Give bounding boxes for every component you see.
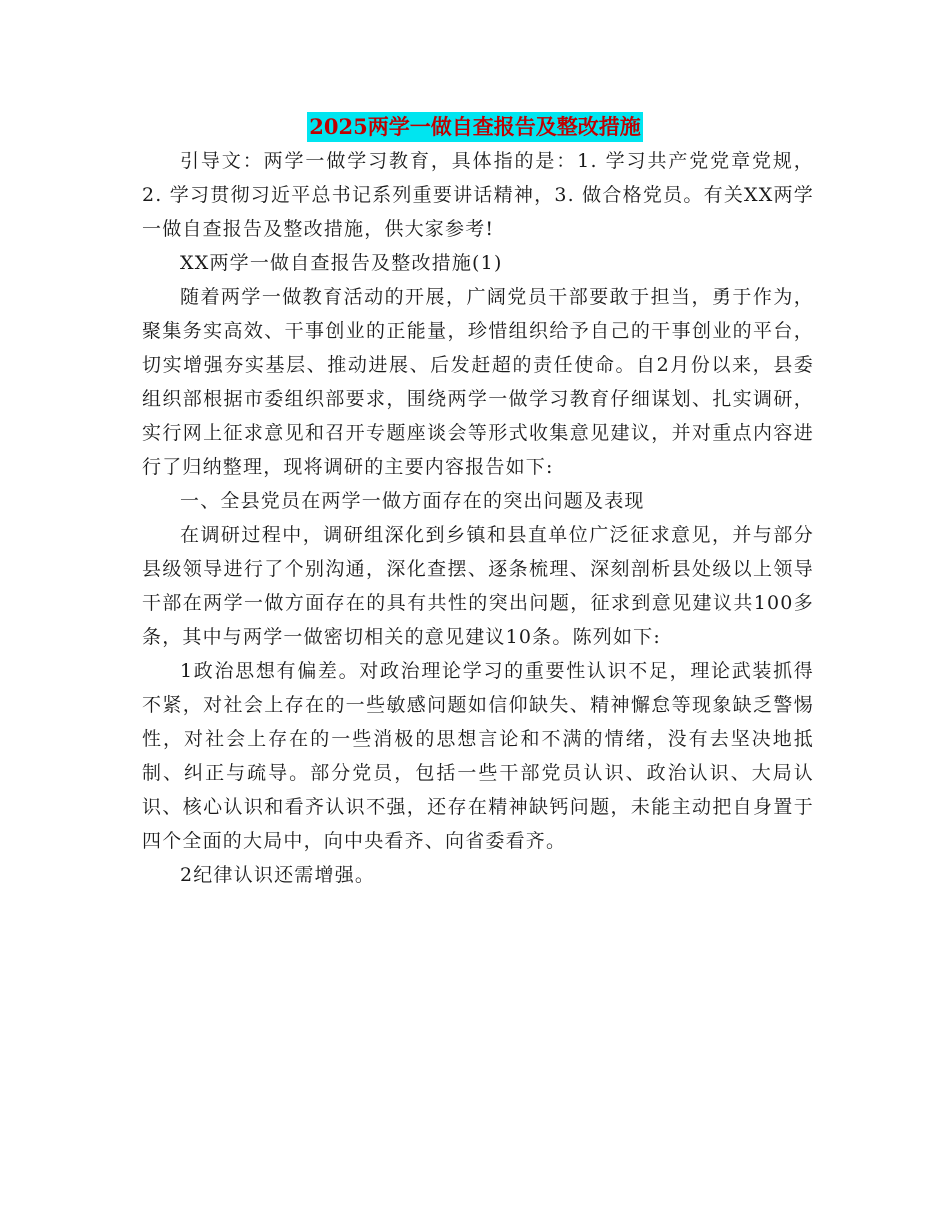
paragraph-subtitle: XX两学一做自查报告及整改措施(1) [180,252,503,274]
document-body [142,144,814,892]
section-heading-1: 一、全县党员在两学一做方面存在的突出问题及表现 [180,490,645,512]
title-container [0,112,950,142]
paragraph-research: 在调研过程中，调研组深化到乡镇和县直单位广泛征求意见，并与部分县级领导进行了个别沟通，深化查摆、逐条梳理、深刻剖析县处级以上领导干部在两学一做方面存在的具有共性的突出问题，征求到意见建议共100多条，其中与两学一做密切相关的意见建议10条。陈列如下: [142,524,814,648]
paragraph-background: 随着两学一做教育活动的开展，广阔党员干部要敢于担当，勇于作为，聚集务实高效、干事创业的正能量，珍惜组织给予自己的干事创业的平台，切实增强夯实基层、推动进展、后发赶超的责任使命。自2月份以来，县委组织部根据市委组织部要求，围绕两学一做学习教育仔细谋划、扎实调研，实行网上征求意见和召开专题座谈会等形式收集意见建议，并对重点内容进行了归纳整理，现将调研的主要内容报告如下: [142,286,814,478]
paragraph-item-1: 1政治思想有偏差。对政治理论学习的重要性认识不足，理论武装抓得不紧，对社会上存在的一些敏感问题如信仰缺失、精神懈怠等现象缺乏警惕性，对社会上存在的一些消极的思想言论和不满的情绪，没有去坚决地抵制、纠正与疏导。部分党员，包括一些干部党员认识、政治认识、大局认识、核心认识和看齐认识不强，还存在精神缺钙问题，未能主动把自身置于四个全面的大局中，向中央看齐、向省委看齐。 [142,660,814,852]
document-title: 2025两学一做自查报告及整改措施 [307,112,642,142]
paragraph-intro: 引导文：两学一做学习教育，具体指的是：1. 学习共产党党章党规，2. 学习贯彻习近平总书记系列重要讲话精神，3. 做合格党员。有关XX两学一做自查报告及整改措施，供大家参考! [142,150,814,240]
paragraph-item-2: 2纪律认识还需增强。 [180,864,376,886]
